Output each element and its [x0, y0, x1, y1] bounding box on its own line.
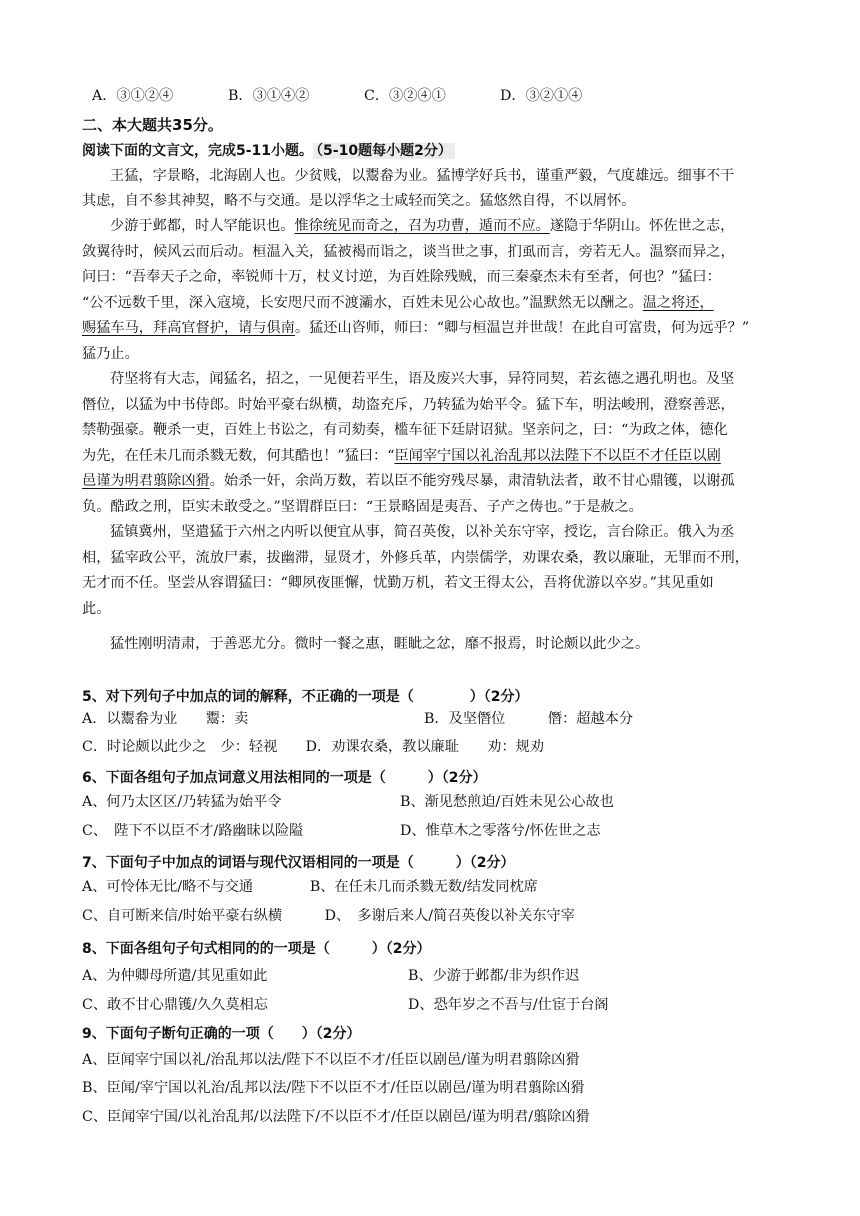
passage-p3-line6: 负。酷政之刑，臣实未敢受之。”坚谓群臣曰：“王景略固是夷吾、子产之俦也。”于是赦之。	[82, 499, 643, 515]
q6-option-b: B、渐见愁煎迫/百姓未见公心故也	[400, 794, 614, 810]
underlined-sentence: 邑谨为明君翦除凶猾	[82, 473, 210, 489]
q8-option-b: B、少游于邺都/非为织作迟	[408, 968, 580, 984]
q5-options-row2: C．时论颇以此少之 少：轻视 D．劝课农桑，教以廉耻 劝：规劝	[82, 739, 545, 755]
q5-option-b: B．及坚僭位 僭：超越本分	[424, 711, 634, 727]
q6-option-c: C、 陛下不以臣不才/路幽昧以险隘	[82, 823, 304, 839]
q7-options-row1: A、可怜体无比/略不与交通 B、在任未几而杀戮无数/结发同枕席	[82, 879, 538, 895]
q6-options-row2	[82, 821, 782, 841]
passage-p3-line1: 苻坚将有大志，闻猛名，招之，一见便若平生，语及废兴大事，异符同契，若玄德之遇孔明也。及坚	[110, 371, 735, 387]
q8-option-c: C、敢不甘心鼎镬/久久莫相忘	[82, 997, 268, 1013]
q5-option-a: A．以鬻畚为业 鬻：卖	[82, 711, 249, 727]
q6-option-d: D、惟草木之零落兮/怀佐世之志	[400, 823, 601, 839]
passage-p2-line4	[82, 293, 782, 313]
text-span: 遂隐于华阴山。怀佐世之志，	[549, 218, 735, 234]
underlined-sentence: 惟徐统见而奇之，召为功曹，遁而不应。	[294, 218, 550, 234]
passage-p2-line5	[82, 318, 782, 338]
passage-p4-line1: 猛镇冀州，坚遣猛于六州之内听以便宜从事，简召英俊，以补关东守宰，授讫，言台除正。俄入为丞	[110, 524, 735, 540]
passage-p5-line1: 猛性刚明清肃，于善恶尤分。微时一餐之惠，睚眦之忿，靡不报焉，时论颇以此少之。	[110, 636, 650, 652]
reading-instruction	[82, 141, 782, 161]
q8-options-row2	[82, 995, 782, 1015]
underlined-sentence: 温之将还，	[642, 295, 714, 311]
passage-p1-line2: 其虑，自不参其神契，略不与交通。是以浮华之士咸轻而笑之。猛悠然自得，不以屑怀。	[82, 193, 636, 209]
underlined-sentence: 臣闻宰宁国以礼治乱邦以法陛下不以臣不才任臣以剧	[394, 448, 721, 464]
q5-stem: 5、对下列句子中加点的词的解释，不正确的一项是（ ）（2分）	[82, 689, 529, 705]
passage-p4-line4: 此。	[82, 601, 111, 617]
passage-p3-line2: 僭位，以猛为中书侍郎。时始平豪右纵横，劫盗充斥，乃转猛为始平令。猛下车，明法峻刑，澄察善恶，	[82, 397, 735, 413]
option-b: B．③①④②	[228, 88, 310, 104]
q7-options-row2: C、自可断来信/时始平豪右纵横 D、 多谢后来人/简召英俊以补关东守宰	[82, 908, 575, 924]
q9-stem: 9、下面句子断句正确的一项（ ）（2分）	[82, 1026, 361, 1042]
passage-p2-line3: 问曰：“吾奉天子之命，率锐师十万，杖义讨逆，为百姓除残贼，而三秦豪杰未有至者，何也？”猛曰：	[82, 269, 721, 285]
instruction-main: 阅读下面的文言文，完成5-11小题。	[82, 143, 314, 159]
passage-p2-line1	[110, 216, 810, 236]
q6-stem: 6、下面各组句子加点词意义用法相同的一项是（ ）（2分）	[82, 770, 487, 786]
text-span: 为先，在任未几而杀戮无数，何其酷也！”猛曰：“	[82, 448, 395, 464]
q6-options-row1	[82, 792, 782, 812]
passage-p1-line1: 王猛，字景略，北海剧人也。少贫贱，以鬻畚为业。猛博学好兵书，谨重严毅，气度雄远。细事不干	[110, 168, 735, 184]
passage-p3-line4	[82, 446, 782, 466]
passage-p4-line2: 相，猛宰政公平，流放尸素，拔幽滞，显贤才，外修兵革，内崇儒学，劝课农桑，教以廉耻，无罪而不刑，	[82, 550, 749, 566]
instruction-note: （5-10题每小题2分）	[313, 143, 455, 159]
underlined-sentence: 赐猛车马，拜高官督护，请与俱南	[82, 320, 295, 336]
q9-option-c: C、臣闻宰宁国/以礼治乱邦/以法陛下/不以臣不才/任臣以剧邑/谨为明君/翦除凶猾	[82, 1109, 590, 1125]
q6-option-a: A、何乃太区区/乃转猛为始平令	[82, 794, 282, 810]
q5-options-row1	[82, 709, 782, 729]
text-span: 。猛还山咨师，师曰：“卿与桓温岂并世哉！在此自可富贵，何为远乎？”	[294, 320, 750, 336]
passage-p2-line2: 敛翼待时，候风云而后动。桓温入关，猛被褐而诣之，谈当世之事，扪虱而言，旁若无人。温察而异之，	[82, 244, 735, 260]
text-span: “公不远数千里，深入寇境，长安咫尺而不渡灞水，百姓未见公心故也。”温默然无以酬之。	[82, 295, 643, 311]
option-a: A．③①②④	[92, 88, 174, 104]
section-title: 二、本大题共35分。	[82, 116, 223, 134]
q8-stem: 8、下面各组句子句式相同的的一项是（ ）（2分）	[82, 941, 431, 957]
q9-option-a: A、臣闻宰宁国以礼/治乱邦以法/陛下不以臣不才/任臣以剧邑/谨为明君翦除凶猾	[82, 1052, 580, 1068]
passage-p3-line3: 禁勒强豪。鞭杀一吏，百姓上书讼之，有司劾奏，槛车征下廷尉诏狱。坚亲问之，曰：“为政之体，德化	[82, 422, 728, 438]
passage-p3-line5	[82, 471, 782, 491]
q8-options-row1	[82, 966, 782, 986]
prev-question-options	[92, 86, 792, 106]
q8-option-d: D、恐年岁之不吾与/仕宦于台阁	[408, 997, 609, 1013]
q8-option-a: A、为仲卿母所遣/其见重如此	[82, 968, 268, 984]
passage-p4-line3: 无才而不任。坚尝从容谓猛曰：“卿夙夜匪懈，忧勤万机，若文王得太公，吾将优游以卒岁。”其见重如	[82, 575, 714, 591]
passage-p2-line6: 猛乃止。	[82, 346, 139, 362]
q7-stem: 7、下面句子中加点的词语与现代汉语相同的一项是（ ）（2分）	[82, 855, 515, 871]
text-span: 。始杀一奸，余尚万数，若以臣不能穷残尽暴，肃清轨法者，敢不甘心鼎镬，以谢孤	[209, 473, 735, 489]
text-span: 少游于邺都，时人罕能识也。	[110, 218, 295, 234]
option-c: C．③②④①	[364, 88, 446, 104]
option-d: D．③②①④	[500, 88, 583, 104]
q9-option-b: B、臣闻/宰宁国以礼治/乱邦以法/陛下不以臣不才/任臣以剧邑/谨为明君翦除凶猾	[82, 1080, 585, 1096]
